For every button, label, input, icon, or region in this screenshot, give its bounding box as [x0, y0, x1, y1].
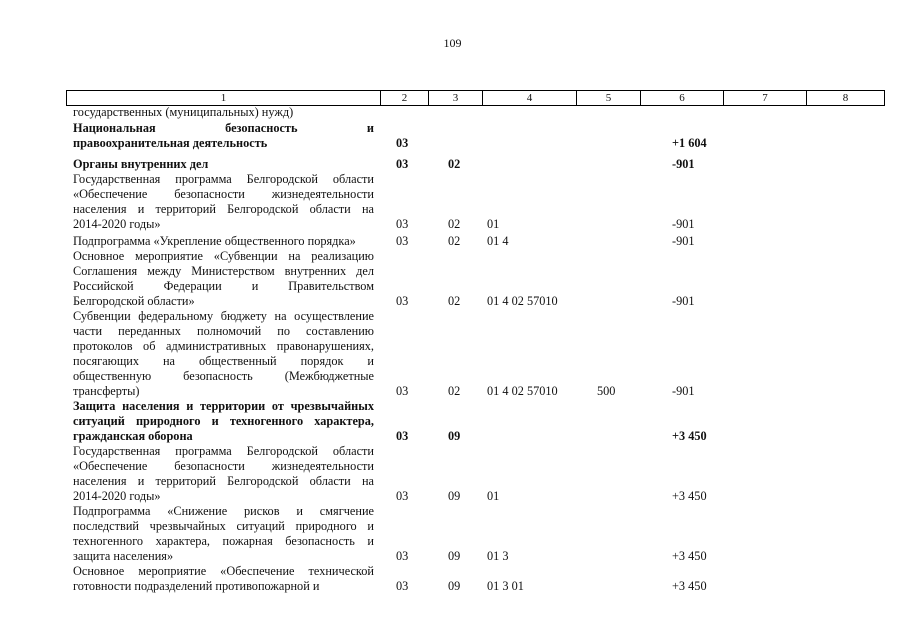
cell-sum: -901: [672, 384, 695, 398]
col-header-8: 8: [806, 91, 884, 105]
table-row: [0, 444, 905, 504]
col-header-1: 1: [220, 92, 227, 104]
cell-rz: 03: [396, 489, 409, 503]
cell-rz: 03: [396, 429, 409, 443]
row-name-line: ситуаций природного и техногенного характера,: [73, 414, 374, 428]
table-row: [0, 504, 905, 564]
row-name-line: части переданных полномочий по составлению: [73, 324, 374, 338]
table-row: [0, 121, 905, 151]
row-name-line: Государственная программа Белгородской области: [73, 444, 374, 458]
table-row: [0, 309, 905, 399]
cell-sum: -901: [672, 157, 695, 171]
row-name-line: Основное мероприятие «Субвенции на реализацию: [73, 249, 374, 263]
cell-csr: 01 4: [487, 234, 509, 248]
cell-sum: -901: [672, 217, 695, 231]
cell-sum: +3 450: [672, 579, 707, 593]
row-name-line: Национальная безопасность и: [73, 121, 374, 135]
cell-csr: 01 4 02 57010: [487, 294, 558, 308]
table-row: [0, 249, 905, 309]
table-row: [0, 105, 905, 120]
cell-pr: 02: [448, 384, 461, 398]
cell-vr: 500: [597, 384, 616, 398]
row-name-line: Соглашения между Министерством внутренних дел: [73, 264, 374, 278]
col-header-4: 4: [482, 91, 576, 105]
cell-csr: 01 3: [487, 549, 509, 563]
cell-rz: 03: [396, 384, 409, 398]
row-name-line: Подпрограмма «Укрепление общественного порядка»: [73, 234, 356, 248]
row-name-line: правоохранительная деятельность: [73, 136, 268, 150]
row-name-line: готовности подразделений противопожарной и: [73, 579, 320, 593]
row-name-line: «Обеспечение безопасности жизнедеятельности: [73, 459, 374, 473]
col-header-3: 3: [428, 91, 482, 105]
row-name: [73, 105, 374, 120]
cell-pr: 09: [448, 579, 461, 593]
col-header-2: 2: [380, 91, 428, 105]
cell-rz: 03: [396, 157, 409, 171]
cell-pr: 09: [448, 429, 461, 443]
page-number: 109: [443, 36, 462, 50]
row-name-line: трансферты): [73, 384, 140, 398]
cell-pr: 09: [448, 489, 461, 503]
cell-pr: 02: [448, 217, 461, 231]
row-name: [73, 309, 374, 399]
cell-rz: 03: [396, 294, 409, 308]
row-name-line: последствий чрезвычайных ситуаций природного и: [73, 519, 374, 533]
row-name: [73, 121, 374, 151]
row-name: [73, 504, 374, 564]
row-name-line: 2014-2020 годы»: [73, 217, 161, 231]
cell-pr: 02: [448, 294, 461, 308]
row-name-line: населения и территорий Белгородской области на: [73, 202, 374, 216]
cell-sum: -901: [672, 294, 695, 308]
cell-csr: 01: [487, 217, 500, 231]
row-name-line: Субвенции федеральному бюджету на осуществление: [73, 309, 374, 323]
row-name-line: общественную безопасность (Межбюджетные: [73, 369, 374, 383]
row-name-line: гражданская оборона: [73, 429, 193, 443]
row-name-line: Основное мероприятие «Обеспечение технической: [73, 564, 374, 578]
cell-sum: -901: [672, 234, 695, 248]
table-row: [0, 234, 905, 249]
cell-csr: 01: [487, 489, 500, 503]
col-header-6: 6: [640, 91, 723, 105]
cell-sum: +3 450: [672, 429, 707, 443]
row-name-line: Подпрограмма «Снижение рисков и смягчение: [73, 504, 374, 518]
row-name-line: Российской Федерации и Правительством: [73, 279, 374, 293]
table-row: [0, 172, 905, 232]
cell-csr: 01 4 02 57010: [487, 384, 558, 398]
cell-pr: 09: [448, 549, 461, 563]
row-name: [73, 234, 374, 249]
row-name-line: «Обеспечение безопасности жизнедеятельности: [73, 187, 374, 201]
row-name-line: защита населения»: [73, 549, 174, 563]
row-name: [73, 399, 374, 444]
cell-csr: 01 3 01: [487, 579, 524, 593]
cell-rz: 03: [396, 217, 409, 231]
table-header: [66, 90, 885, 106]
table-row: [0, 399, 905, 444]
cell-rz: 03: [396, 234, 409, 248]
row-name: [73, 172, 374, 232]
row-name: [73, 249, 374, 309]
table-row: [0, 564, 905, 594]
cell-sum: +3 450: [672, 489, 707, 503]
row-name-line: государственных (муниципальных) нужд): [73, 105, 294, 119]
cell-sum: +3 450: [672, 549, 707, 563]
row-name-line: протоколов об административных правонарушениях,: [73, 339, 374, 353]
cell-rz: 03: [396, 549, 409, 563]
row-name: [73, 157, 374, 172]
row-name-line: техногенного характера, пожарная безопасность и: [73, 534, 374, 548]
row-name-line: Белгородской области»: [73, 294, 195, 308]
cell-rz: 03: [396, 579, 409, 593]
table-row: [0, 157, 905, 172]
row-name: [73, 444, 374, 504]
row-name-line: Государственная программа Белгородской области: [73, 172, 374, 186]
row-name-line: Защита населения и территории от чрезвычайных: [73, 399, 374, 413]
row-name: [73, 564, 374, 594]
cell-pr: 02: [448, 157, 461, 171]
row-name-line: посягающих на общественный порядок и: [73, 354, 374, 368]
cell-pr: 02: [448, 234, 461, 248]
row-name-line: 2014-2020 годы»: [73, 489, 161, 503]
col-header-5: 5: [576, 91, 640, 105]
cell-rz: 03: [396, 136, 409, 150]
row-name-line: населения и территорий Белгородской области на: [73, 474, 374, 488]
row-name-line: Органы внутренних дел: [73, 157, 209, 171]
col-header-7: 7: [723, 91, 806, 105]
cell-sum: +1 604: [672, 136, 707, 150]
